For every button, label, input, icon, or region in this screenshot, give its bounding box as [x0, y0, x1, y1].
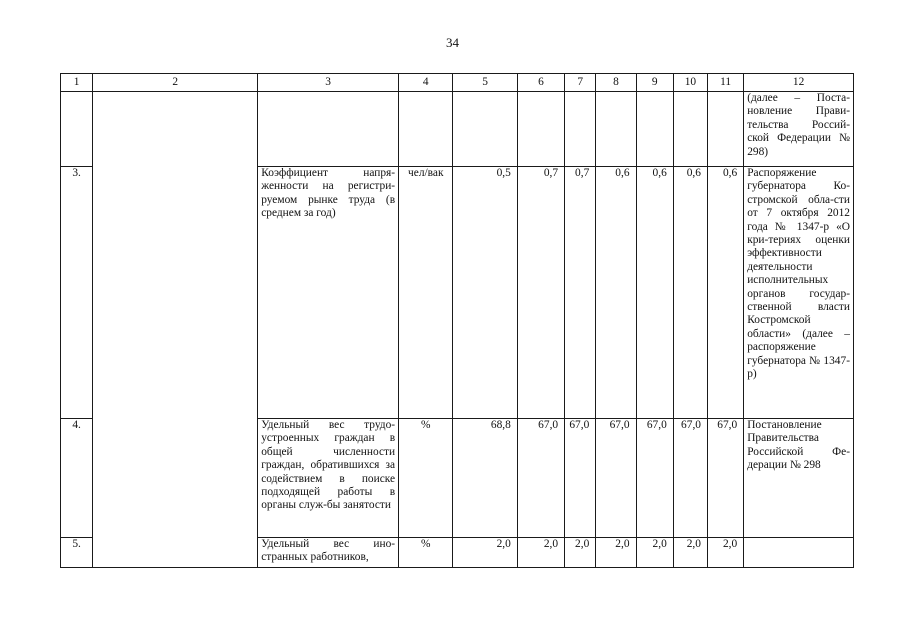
value-cell: 67,0	[517, 419, 564, 538]
indicators-table	[60, 73, 854, 568]
header-row	[61, 74, 854, 92]
value-cell: 2,0	[673, 538, 707, 568]
header-cell: 7	[565, 74, 596, 92]
value-cell: 67,0	[673, 419, 707, 538]
unit-cell: %	[399, 419, 453, 538]
unit-cell: %	[399, 538, 453, 568]
value-cell: 0,5	[453, 167, 517, 419]
value-cell: 67,0	[707, 419, 743, 538]
header-cell: 12	[744, 74, 854, 92]
header-cell: 4	[399, 74, 453, 92]
value-cell	[707, 92, 743, 167]
source-cell: Постановление Правительства Российской Фе-дерации № 298	[744, 419, 854, 538]
value-cell: 67,0	[565, 419, 596, 538]
header-cell: 1	[61, 74, 93, 92]
value-cell: 0,6	[596, 167, 636, 419]
value-cell: 67,0	[636, 419, 673, 538]
value-cell: 68,8	[453, 419, 517, 538]
value-cell: 0,7	[517, 167, 564, 419]
header-cell: 2	[93, 74, 258, 92]
header-cell: 6	[517, 74, 564, 92]
value-cell: 0,7	[565, 167, 596, 419]
value-cell: 2,0	[565, 538, 596, 568]
value-cell	[453, 92, 517, 167]
value-cell: 2,0	[517, 538, 564, 568]
header-cell: 3	[258, 74, 399, 92]
header-cell: 5	[453, 74, 517, 92]
indicator-cell: Коэффициент напря-женности на регистри-руемом рынке труда (в среднем за год)	[258, 167, 399, 419]
value-cell: 2,0	[596, 538, 636, 568]
indicator-cell	[258, 92, 399, 167]
header-cell: 11	[707, 74, 743, 92]
indicator-cell: Удельный вес ино-странных работников,	[258, 538, 399, 568]
row-number-cell	[61, 92, 93, 167]
source-cell	[744, 538, 854, 568]
value-cell: 0,6	[707, 167, 743, 419]
value-cell: 2,0	[453, 538, 517, 568]
value-cell	[673, 92, 707, 167]
source-cell: Распоряжение губернатора Ко-стромской обла-сти от 7 октября 2012 года № 1347-р «О кри-териях оценки эффективности деятельности исполнительных органов государ-ственной власти Костромской области» (далее – распоряжение губернатора № 1347-р)	[744, 167, 854, 419]
header-cell: 8	[596, 74, 636, 92]
goal-cell	[93, 92, 258, 568]
row-number-cell: 3.	[61, 167, 93, 419]
unit-cell	[399, 92, 453, 167]
indicator-cell: Удельный вес трудо-устроенных граждан в общей численности граждан, обратившихся за содействием в поиске подходящей работы в органы служ-бы занятости	[258, 419, 399, 538]
value-cell	[565, 92, 596, 167]
value-cell: 2,0	[636, 538, 673, 568]
page-number: 34	[446, 35, 459, 50]
source-cell: (далее – Поста-новление Прави-тельства Россий-ской Федерации № 298)	[744, 92, 854, 167]
value-cell	[596, 92, 636, 167]
header-cell: 9	[636, 74, 673, 92]
unit-cell: чел/вак	[399, 167, 453, 419]
value-cell	[517, 92, 564, 167]
value-cell: 0,6	[636, 167, 673, 419]
value-cell: 2,0	[707, 538, 743, 568]
header-cell: 10	[673, 74, 707, 92]
table-row	[61, 92, 854, 167]
value-cell: 67,0	[596, 419, 636, 538]
row-number-cell: 5.	[61, 538, 93, 568]
row-number-cell: 4.	[61, 419, 93, 538]
value-cell: 0,6	[673, 167, 707, 419]
value-cell	[636, 92, 673, 167]
